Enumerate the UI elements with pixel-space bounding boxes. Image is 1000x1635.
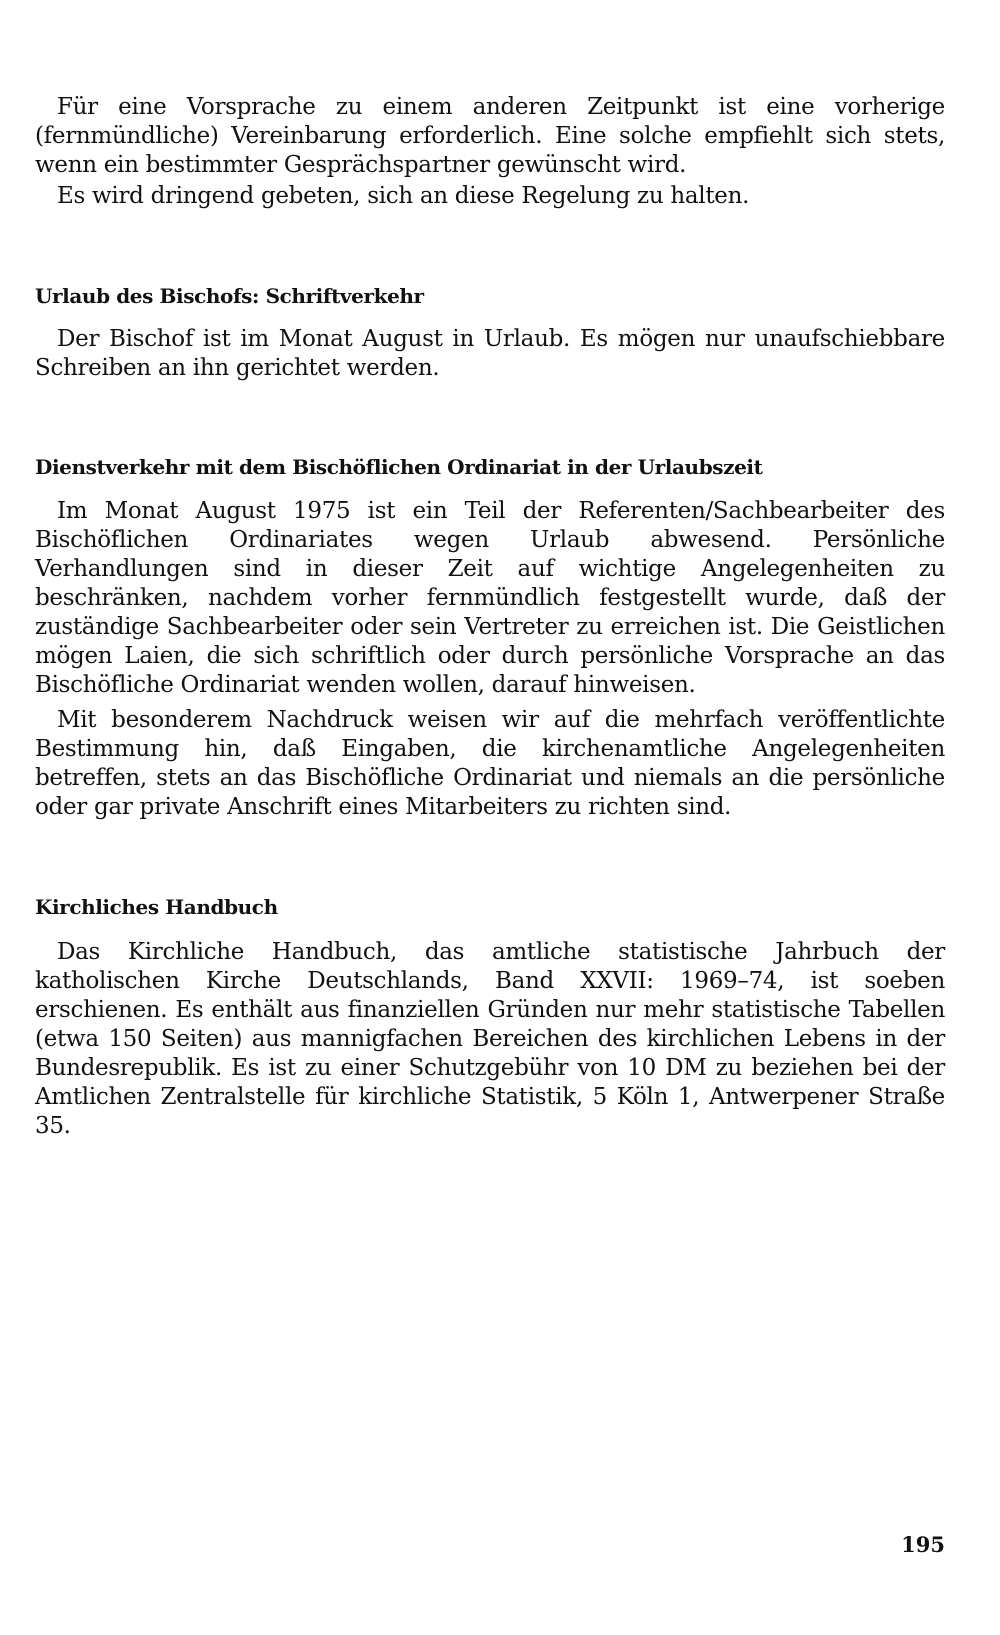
dienstverkehr-paragraph-2: Mit besonderem Nachdruck weisen wir auf die mehrfach veröffentlichte Bestimmung hin, daß Eingaben, die kirchenamtliche Angelegenheiten betreffen, stets an das Bischöfliche Ordinariat und niemals an die persönliche oder gar private Anschrift eines Mitarbeiters zu richten sind. — [35, 707, 945, 820]
intro-paragraph-1: Für eine Vorsprache zu einem anderen Zeitpunkt ist eine vorherige (fernmündliche) Vereinbarung erforderlich. Eine solche empfiehlt sich stets, wenn ein bestimmter Gesprächspartner gewünscht wird. — [35, 94, 945, 178]
section-heading-dienstverkehr: Dienstverkehr mit dem Bischöflichen Ordinariat in der Urlaubszeit — [35, 455, 763, 479]
section-heading-handbuch: Kirchliches Handbuch — [35, 895, 278, 919]
handbuch-paragraph: Das Kirchliche Handbuch, das amtliche statistische Jahrbuch der katholischen Kirche Deutschlands, Band XXVII: 1969–74, ist soeben erschienen. Es enthält aus finanziellen Gründen nur mehr statistische Tabellen (etwa 150 Seiten) aus mannigfachen Bereichen des kirchlichen Lebens in der Bundesrepublik. Es ist zu einer Schutzgebühr von 10 DM zu beziehen bei der Amtlichen Zentralstelle für kirchliche Statistik, 5 Köln 1, Antwerpener Straße 35. — [35, 939, 945, 1139]
intro-paragraph-2: Es wird dringend gebeten, sich an diese Regelung zu halten. — [57, 183, 750, 209]
urlaub-paragraph: Der Bischof ist im Monat August in Urlaub. Es mögen nur unaufschiebbare Schreiben an ihn gerichtet werden. — [35, 326, 945, 381]
section-heading-urlaub: Urlaub des Bischofs: Schriftverkehr — [35, 284, 424, 308]
page-number: 195 — [901, 1532, 945, 1557]
dienstverkehr-paragraph-1: Im Monat August 1975 ist ein Teil der Referenten/Sachbearbeiter des Bischöflichen Ordinariates wegen Urlaub abwesend. Persönliche Verhandlungen sind in dieser Zeit auf wichtige Angelegenheiten zu beschränken, nachdem vorher fernmündlich festgestellt wurde, daß der zuständige Sachbearbeiter oder sein Vertreter zu erreichen ist. Die Geistlichen mögen Laien, die sich schriftlich oder durch persönliche Vorsprache an das Bischöfliche Ordinariat wenden wollen, darauf hinweisen. — [35, 498, 945, 698]
